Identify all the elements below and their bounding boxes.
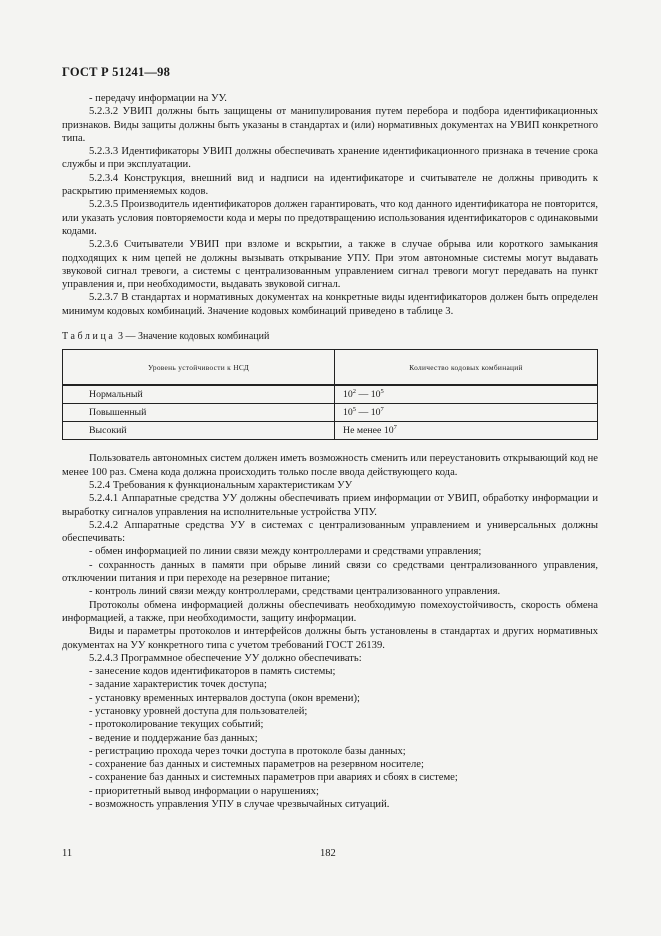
paragraph: - сохранение баз данных и системных параметров на резервном носителе; — [89, 759, 424, 771]
table-cell-level: Высокий — [63, 422, 335, 440]
paragraph: 5.2.3.5 Производитель идентификаторов должен гарантировать, что код данного идентификатора не повторится, или указать условия повторяемости кода и меры по предотвращению использования идентификаторов с одинаковыми кодами. — [62, 199, 598, 237]
paragraph: Пользователь автономных систем должен иметь возможность сменить или переустановить открывающий код не менее 100 раз. Смена кода должна происходить только после ввода действующего кода. — [62, 453, 598, 478]
paragraph: - занесение кодов идентификаторов в память системы; — [89, 666, 336, 678]
table-cell-level: Нормальный — [63, 385, 335, 404]
paragraph: 5.2.4.3 Программное обеспечение УУ должно обеспечивать: — [89, 652, 362, 664]
table-cell-count — [335, 404, 598, 422]
table-cell-level: Повышенный — [63, 404, 335, 422]
paragraph: - сохранность данных в памяти при обрыве линий связи со средствами централизованного управления, отключении питания и при переходе на резервное питание; — [62, 559, 598, 585]
count-exp1: 2 — [352, 388, 357, 396]
paragraphs-bottom — [62, 452, 598, 811]
count-base1: 10 — [343, 407, 353, 419]
paragraph: - протоколирование текущих событий; — [89, 719, 264, 731]
paragraph: 5.2.3.4 Конструкция, внешний вид и надписи на идентификаторе и считывателе не должны приводить к раскрытию применяемых кодов. — [62, 172, 598, 198]
paragraph: - ведение и поддержание баз данных; — [89, 732, 258, 744]
table-row — [63, 385, 598, 404]
count-exp2: 7 — [380, 406, 384, 414]
table-header-row — [63, 350, 598, 386]
paragraph: - контроль линий связи между контроллерами, средствами централизованного управления. — [89, 586, 501, 598]
table-caption-text: 3 — Значение кодовых комбинаций — [117, 331, 270, 343]
paragraph: 5.2.3.2 УВИП должны быть защищены от манипулирования путем перебора и подбора идентификационных признаков. Виды защиты должны быть указаны в стандартах и (или) нормативных документах на УВИП конкретного типа. — [62, 106, 598, 144]
paragraph: 5.2.4 Требования к функциональным характеристикам УУ — [89, 479, 353, 491]
table-header-count: Количество кодовых комбинаций — [335, 350, 598, 386]
footer-page-number-left: 11 — [62, 848, 73, 859]
code-combinations-table — [62, 349, 598, 440]
paragraph: - установку временных интервалов доступа (окон времени); — [89, 692, 360, 704]
count-sep: — — [356, 407, 371, 419]
table-row — [63, 404, 598, 422]
paragraph: - установку уровней доступа для пользователей; — [89, 705, 308, 717]
count-exp1: 5 — [352, 406, 357, 414]
paragraph: - сохранение баз данных и системных параметров при авариях и сбоях в системе; — [89, 772, 458, 784]
count-base2: 10 — [370, 407, 381, 419]
paragraphs-top — [62, 92, 598, 318]
table-body — [63, 385, 598, 440]
paragraph: - передачу информации на УУ. — [89, 93, 227, 104]
paragraph: 5.2.3.6 Считыватели УВИП при взломе и вскрытии, а также в случае обрыва или короткого замыкания подходящих к ним цепей не должны вызывать открывание УПУ. При этом автономные системы могут выдавать звуковой сигнал тревоги, а системы с централизованным управлением сигнал тревоги могут передавать на пункт управления и, при необходимости, выдавать звуковой сигнал. — [62, 239, 598, 291]
table-caption-label: Таблица — [62, 331, 116, 343]
paragraph: - задание характеристик точек доступа; — [89, 679, 267, 691]
paragraph: - регистрацию прохода через точки доступа в протоколе базы данных; — [89, 745, 406, 757]
count-base2: 10 — [370, 389, 381, 401]
count-exp2: 7 — [393, 424, 397, 432]
document-body — [62, 92, 598, 811]
table-row — [63, 422, 598, 440]
count-sep: — — [356, 389, 371, 401]
paragraph: - обмен информацией по линии связи между контроллерами и средствами управления; — [89, 546, 482, 558]
paragraph: 5.2.4.1 Аппаратные средства УУ должны обеспечивать прием информации от УВИП, обработку информации и выработку сигналов управления на исполнительные устройства УПУ. — [62, 493, 598, 518]
paragraph: Протоколы обмена информацией должны обеспечивать необходимую помехоустойчивость, скорость обмена информацией, а также, при необходимости, защиту информации. — [62, 599, 598, 624]
count-base2: 10 — [383, 425, 394, 437]
table-header-level: Уровень устойчивости к НСД — [63, 350, 335, 386]
paragraph: - приоритетный вывод информации о нарушениях; — [89, 785, 319, 797]
count-exp2: 5 — [380, 388, 384, 396]
paragraph: - возможность управления УПУ в случае чрезвычайных ситуаций. — [89, 799, 390, 811]
paragraph: 5.2.3.3 Идентификаторы УВИП должны обеспечивать хранение идентификационного признака в течение срока службы и при эксплуатации. — [62, 146, 598, 171]
footer-page-number-center: 182 — [320, 848, 336, 859]
paragraph: 5.2.3.7 В стандартах и нормативных документах на конкретные виды идентификаторов должен быть определен минимум кодовых комбинаций. Значение кодовых комбинаций приведено в таблице 3. — [62, 292, 598, 317]
paragraph: Виды и параметры протоколов и интерфейсов должны быть установлены в стандартах и других нормативных документах на УУ конкретного типа с учетом требований ГОСТ 26139. — [62, 626, 598, 651]
count-prefix: Не менее — [343, 425, 384, 437]
paragraph: 5.2.4.2 Аппаратные средства УУ в системах с централизованным управлением и универсальных должны обеспечивать: — [62, 519, 598, 545]
document-header: ГОСТ Р 51241—98 — [62, 65, 171, 79]
table-cell-count — [335, 422, 598, 440]
table-cell-count — [335, 385, 598, 404]
count-base1: 10 — [343, 389, 353, 401]
table-caption — [62, 330, 598, 343]
